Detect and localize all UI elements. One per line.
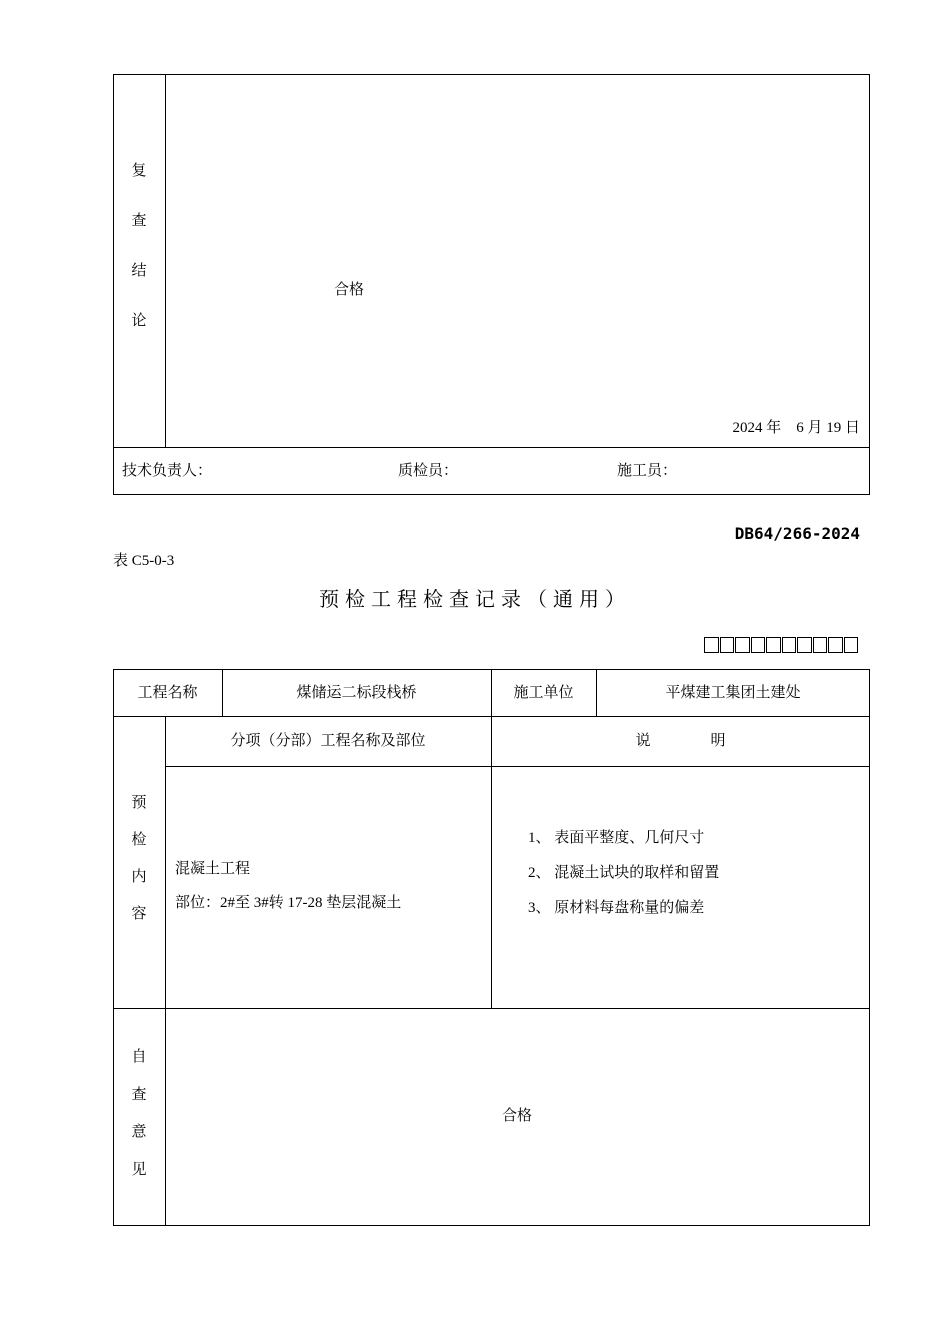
col-divider-side xyxy=(165,716,166,1226)
code-box xyxy=(735,637,750,653)
description-item: 2、 混凝土试块的取样和留置 xyxy=(528,865,720,881)
row-divider-3 xyxy=(113,1008,870,1009)
project-name-value: 煤储运二标段栈桥 xyxy=(296,685,417,701)
code-box xyxy=(720,637,735,653)
code-box xyxy=(828,637,843,653)
code-box xyxy=(813,637,828,653)
selfcheck-opinion: 合格 xyxy=(502,1108,533,1124)
precheck-side-label xyxy=(113,785,165,933)
selfcheck-label-char: 自 xyxy=(131,1049,147,1065)
col-divider-b xyxy=(491,669,492,1008)
code-box xyxy=(844,637,859,653)
review-label-char: 论 xyxy=(131,313,147,329)
subitem-location: 部位：2#至 3#转 17-28 垫层混凝土 xyxy=(175,895,402,911)
description-list xyxy=(528,821,719,926)
form-title: 预检工程检查记录（通用） xyxy=(319,587,631,611)
selfcheck-label-char: 查 xyxy=(131,1086,147,1103)
form-number: 表 C5-0-3 xyxy=(113,553,175,569)
review-label-char: 结 xyxy=(131,263,147,279)
tech-lead-signature: 技术负责人： xyxy=(122,463,213,479)
record-code-boxes xyxy=(704,637,859,654)
review-conclusion-text: 合格 xyxy=(334,282,365,298)
review-divider xyxy=(165,74,166,448)
selfcheck-label-char: 意 xyxy=(131,1124,147,1140)
code-box xyxy=(704,637,719,653)
subitem-name: 混凝土工程 xyxy=(175,861,251,877)
description-item: 3、 原材料每盘称量的偏差 xyxy=(528,900,705,916)
selfcheck-side-label xyxy=(113,1039,165,1189)
precheck-label-char: 内 xyxy=(131,869,147,885)
review-label-char: 查 xyxy=(131,213,147,229)
code-box xyxy=(751,637,766,653)
precheck-label-char: 容 xyxy=(131,906,147,922)
worker-signature: 施工员： xyxy=(617,463,678,479)
selfcheck-label-char: 见 xyxy=(131,1161,147,1178)
subitem-header: 分项（分部）工程名称及部位 xyxy=(230,733,426,749)
contractor-label: 施工单位 xyxy=(513,685,574,701)
code-box xyxy=(766,637,781,653)
code-box xyxy=(797,637,812,653)
description-item: 1、 表面平整度、几何尺寸 xyxy=(528,830,705,846)
description-header: 说 明 xyxy=(635,733,726,749)
project-name-label: 工程名称 xyxy=(137,685,198,701)
precheck-label-char: 检 xyxy=(131,832,147,848)
precheck-label-char: 预 xyxy=(131,795,147,811)
row-divider-2 xyxy=(165,766,870,767)
standard-code: DB64/266-2024 xyxy=(734,524,860,543)
review-side-label xyxy=(113,146,165,346)
signature-divider xyxy=(113,447,870,448)
review-date: 2024 年 6 月 19 日 xyxy=(732,420,860,436)
inspector-signature: 质检员： xyxy=(398,463,459,479)
code-box xyxy=(782,637,797,653)
review-label-char: 复 xyxy=(131,163,147,179)
contractor-value: 平煤建工集团土建处 xyxy=(665,685,801,701)
